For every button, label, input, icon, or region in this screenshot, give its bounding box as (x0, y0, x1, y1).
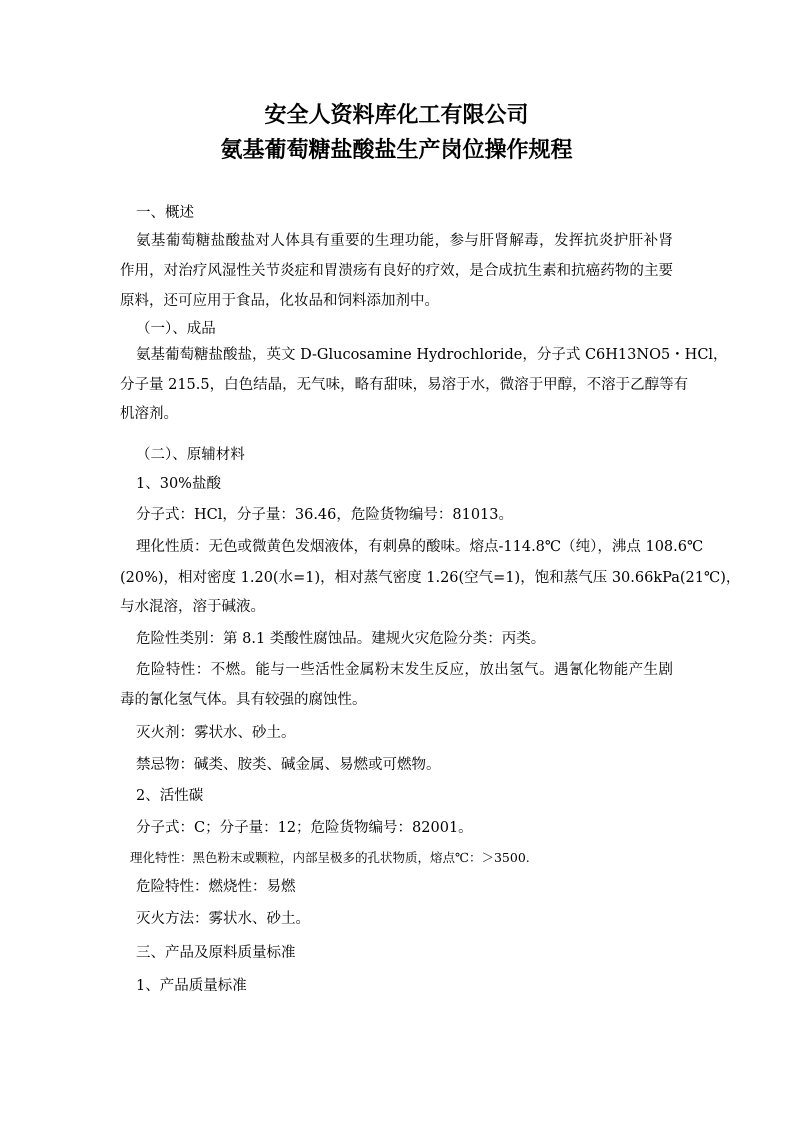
paragraph-line: 氨基葡萄糖盐酸盐对人体具有重要的生理功能，参与肝肾解毒，发挥抗炎护肝补肾 (136, 233, 673, 249)
paragraph-line: 与水混溶，溶于碱液。 (120, 599, 265, 615)
subsection-heading: （一）、成品 (136, 321, 216, 337)
paragraph-line: 危险特性：不燃。能与一些活性金属粉末发生反应，放出氢气。遇氰化物能产生剧 (136, 662, 673, 678)
section-heading: 一、概述 (136, 205, 194, 221)
paragraph-line: 灭火方法：雾状水、砂土。 (136, 911, 310, 927)
item-heading: 2、活性碳 (136, 788, 204, 804)
subsection-heading: （二）、原辅材料 (136, 447, 245, 463)
paragraph-line: 氨基葡萄糖盐酸盐，英文 D-Glucosamine Hydrochloride，分子式 C6H13NO5・HCl， (136, 347, 728, 363)
paragraph-line: 灭火剂：雾状水、砂土。 (136, 725, 296, 741)
paragraph-line: 危险特性：燃烧性：易燃 (136, 879, 296, 895)
paragraph-line: 理化特性：黑色粉末或颗粒，内部呈极多的孔状物质，熔点℃：＞3500. (130, 850, 530, 865)
document-title: 氨基葡萄糖盐酸盐生产岗位操作规程 (220, 138, 573, 163)
paragraph-line: 危险性类别：第 8.1 类酸性腐蚀品。建规火灾危险分类：丙类。 (136, 631, 546, 647)
company-title: 安全人资料库化工有限公司 (264, 103, 529, 128)
paragraph-line: (20%)，相对密度 1.20(水=1)，相对蒸气密度 1.26(空气=1)，饱和蒸气压 30.66kPa(21℃)， (120, 570, 741, 586)
section-heading: 三、产品及原料质量标准 (136, 945, 296, 961)
paragraph-line: 毒的氰化氢气体。具有较强的腐蚀性。 (120, 692, 367, 708)
paragraph-line: 分子式：HCl，分子量：36.46，危险货物编号：81013。 (136, 507, 514, 523)
item-heading: 1、产品质量标准 (136, 978, 247, 994)
paragraph-line: 理化性质：无色或微黄色发烟液体，有刺鼻的酸味。熔点-114.8℃（纯），沸点 108.6℃ (136, 539, 704, 555)
paragraph-line: 机溶剂。 (120, 406, 178, 422)
paragraph-line: 作用，对治疗风湿性关节炎症和胃溃疡有良好的疗效，是合成抗生素和抗癌药物的主要 (120, 263, 673, 279)
paragraph-line: 分子量 215.5，白色结晶，无气味，略有甜味，易溶于水，微溶于甲醇，不溶于乙醇等有 (120, 377, 689, 393)
item-heading: 1、30%盐酸 (136, 476, 221, 492)
paragraph-line: 原料，还可应用于食品，化妆品和饲料添加剂中。 (120, 293, 439, 309)
paragraph-line: 禁忌物：碱类、胺类、碱金属、易燃或可燃物。 (136, 757, 441, 773)
paragraph-line: 分子式：C；分子量：12；危险货物编号：82001。 (136, 820, 473, 836)
